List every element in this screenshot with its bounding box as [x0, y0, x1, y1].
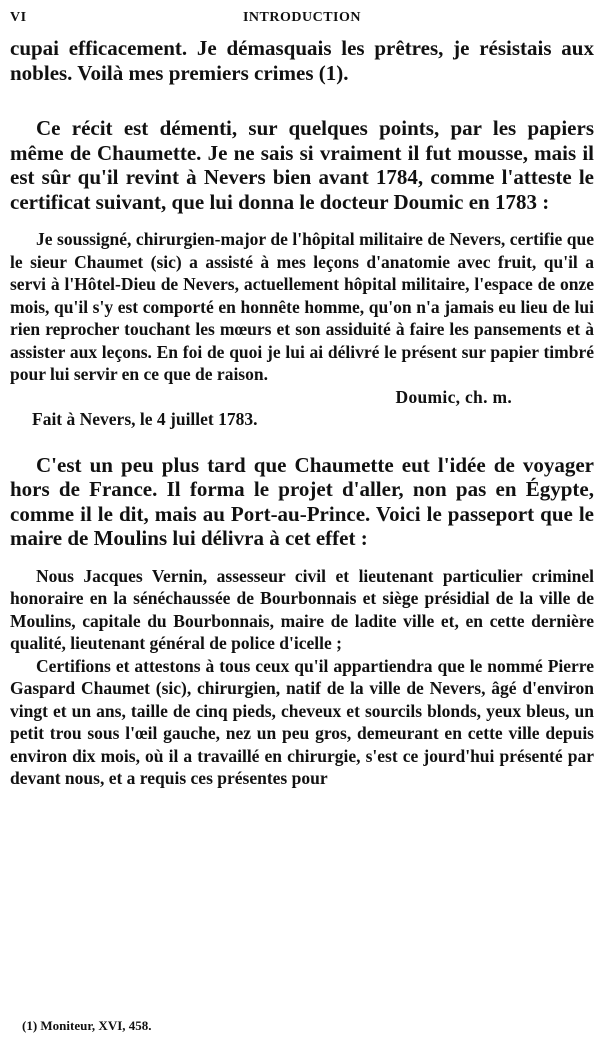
- page-header: [10, 10, 594, 30]
- certificate-date: Fait à Nevers, le 4 juillet 1783.: [32, 409, 258, 429]
- document-page: [10, 10, 594, 790]
- running-title: INTRODUCTION: [242, 10, 361, 25]
- paragraph-recit: Ce récit est démenti, sur quelques points, par les papiers même de Chaumette. Je ne sais si vraiment il fut mousse, mais il est sûr qu'il revint à Nevers bien avant 1784, comme l'atteste le certificat suivant, que lui donna le docteur Doumic en 1783 :: [10, 116, 594, 214]
- page-number: VI: [10, 10, 27, 25]
- certificate-quote: Je soussigné, chirurgien-major de l'hôpital militaire de Nevers, certifie que le sieur Chaumet (sic) a assisté à mes leçons d'anatomie avec fruit, qu'il a servi à l'Hôtel-Dieu de Nevers, actuellement hôpital militaire, l'espace de onze mois, qu'il s'y est comporté en honnête homme, qu'on n'a jamais eu lieu de lui rien reprocher touchant les mœurs et son assiduité à faire les pansements et à assister aux leçons. En foi de quoi je lui ai délivré le présent sur papier timbré pour lui servir en ce que de raison.: [10, 229, 594, 384]
- certificate-signature: Doumic, ch. m.: [395, 386, 512, 407]
- paragraph-continuation: cupai efficacement. Je démasquais les prêtres, je résistais aux nobles. Voilà mes premiers crimes (1).: [10, 36, 594, 85]
- passport-preamble: Nous Jacques Vernin, assesseur civil et lieutenant particulier criminel honoraire en la sénéchaussée de Bourbonnais et siège présidial de la ville de Moulins, capitale du Bourbonnais, maire de ladite ville et, en cette dernière qualité, lieutenant général de police d'icelle ;: [10, 565, 594, 653]
- paragraph-voyage: C'est un peu plus tard que Chaumette eut l'idée de voyager hors de France. Il forma le projet d'aller, non pas en Égypte, comme il le dit, mais au Port-au-Prince. Voici le passeport que le maire de Moulins lui délivra à cet effet :: [10, 452, 594, 550]
- footnote: (1) Moniteur, XVI, 458.: [22, 1018, 152, 1033]
- passport-body: Certifions et attestons à tous ceux qu'il appartiendra que le nommé Pierre Gaspard Chaumet (sic), chirurgien, natif de la ville de Nevers, âgé d'environ vingt et un ans, taille de cinq pieds, cheveux et sourcils blonds, yeux bleus, un petit trou sous l'œil gauche, nez un peu gros, demeurant en cette ville depuis environ dix mois, où il a travaillé en chirurgie, s'est ce jourd'hui présenté par devant nous, et a requis ces présentes pour: [10, 655, 594, 788]
